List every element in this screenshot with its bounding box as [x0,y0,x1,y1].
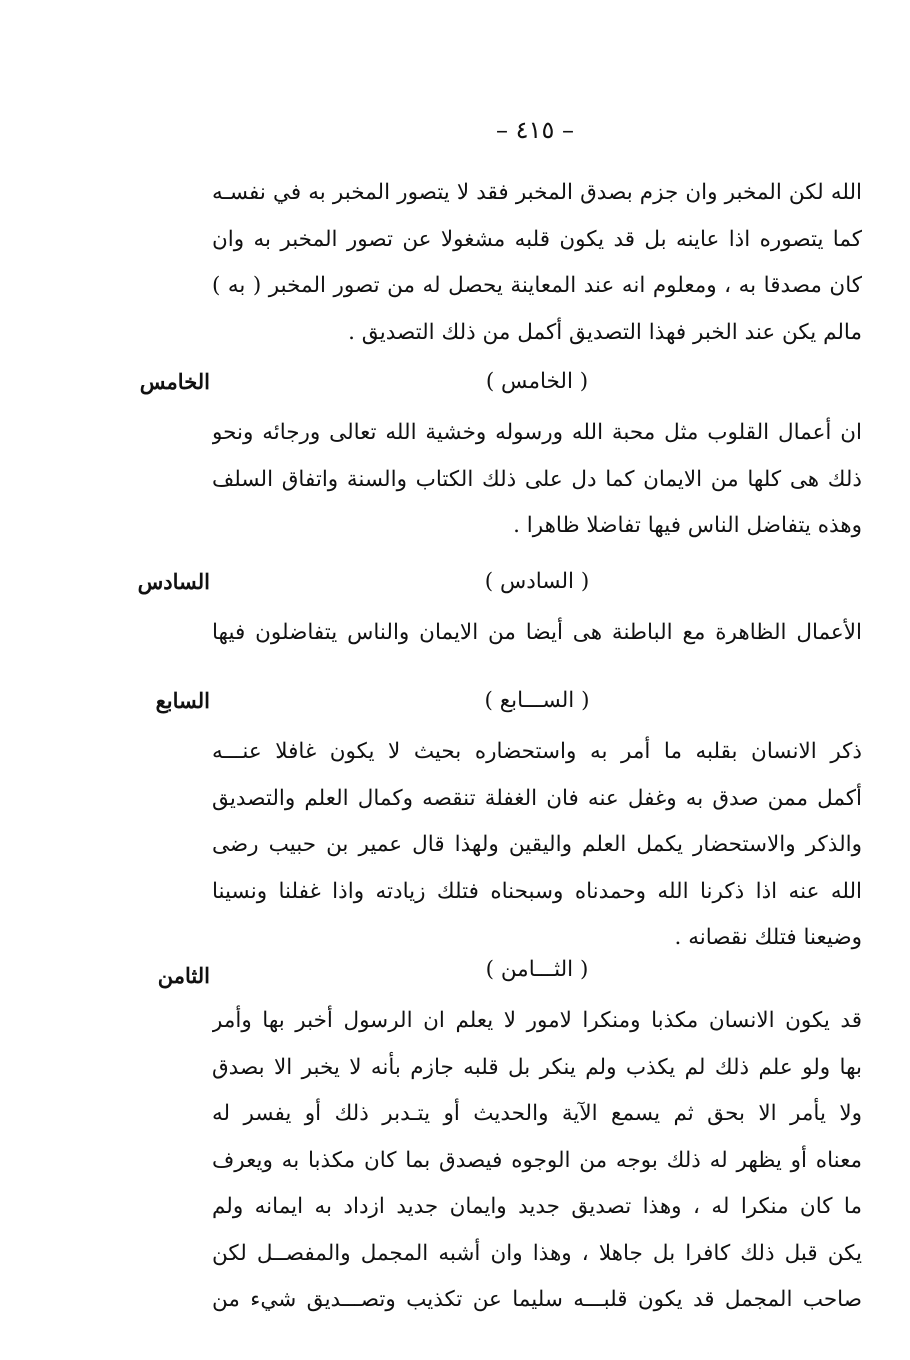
margin-note-seventh: السابع [155,688,210,713]
paragraph-line: والذكر والاستحضار يكمل العلم واليقين ولهذا قال عمير بن حبيب رضى [212,832,862,857]
section-heading-fifth: ( الخامس ) [485,369,589,394]
paragraph-line: بها ولو علم ذلك لم يكذب ولم ينكر بل قلبه جازم بأنه لا يخبر الا بصدق [212,1054,862,1080]
paragraph-line: وضيعنا فتلك نقصانه . [674,925,862,950]
paragraph-line: معناه أو يظهر له ذلك بوجه من الوجوه فيصدق بما كان مكذبا به ويعرف [212,1147,862,1173]
paragraph-line: ذكر الانسان بقلبه ما أمر به واستحضاره بحيث لا يكون غافلا عنـــه [212,739,862,764]
paragraph-line: كما يتصوره اذا عاينه بل قد يكون قلبه مشغولا عن تصور المخبر به وان [212,226,862,252]
paragraph-line: وهذه يتفاضل الناس فيها تفاضلا ظاهرا . [513,513,862,538]
paragraph-line: صاحب المجمل قد يكون قلبـــه سليما عن تكذيب وتصـــديق شيء من [212,1287,862,1312]
page-number: – ٤١٥ – [496,116,574,144]
paragraph-line: ان أعمال القلوب مثل محبة الله ورسوله وخشية الله تعالى ورجائه ونحو [212,420,862,445]
section-body-sixth [212,610,862,657]
paragraph-line: الله لكن المخبر وان جزم بصدق المخبر فقد لا يتصور المخبر به في نفسـه [212,180,862,205]
section-heading-sixth: ( السادس ) [484,569,590,594]
margin-note-eighth: الثامن [157,963,210,988]
paragraph-line: أكمل ممن صدق به وغفل عنه فان الغفلة تنقصه وكمال العلم والتصديق [212,785,862,811]
intro-paragraph [212,170,862,356]
margin-note-sixth: السادس [137,569,210,594]
paragraph-line: يكن قبل ذلك كافرا بل جاهلا ، وهذا وان أشبه المجمل والمفصــل لكن [212,1240,862,1266]
section-body-fifth [212,410,862,550]
section-body-eighth [212,998,862,1324]
section-heading-eighth: ( الثـــامن ) [485,957,589,982]
paragraph-line: ما كان منكرا له ، وهذا تصديق جديد وايمان جديد ازداد به ايمانه ولم [212,1194,862,1219]
section-body-seventh [212,729,862,962]
paragraph-line: قد يكون الانسان مكذبا ومنكرا لامور لا يعلم ان الرسول أخبر بها وأمر [212,1008,862,1033]
margin-note-fifth: الخامس [139,369,210,394]
paragraph-line: مالم يكن عند الخبر فهذا التصديق أكمل من ذلك التصديق . [348,319,862,345]
paragraph-line: الأعمال الظاهرة مع الباطنة هى أيضا من الايمان والناس يتفاضلون فيها [212,620,862,645]
paragraph-line: ولا يأمر الا بحق ثم يسمع الآية والحديث أو يتـدبر ذلك أو يفسر له [212,1101,862,1126]
section-heading-seventh: ( الســـابع ) [484,688,590,713]
paragraph-line: كان مصدقا به ، ومعلوم انه عند المعاينة يحصل له من تصور المخبر ( به ) [212,273,862,298]
paragraph-line: ذلك هى كلها من الايمان كما دل على ذلك الكتاب والسنة واتفاق السلف [212,466,862,492]
paragraph-line: الله عنه اذا ذكرنا الله وحمدناه وسبحناه فتلك زيادته واذا غفلنا ونسينا [212,878,862,904]
